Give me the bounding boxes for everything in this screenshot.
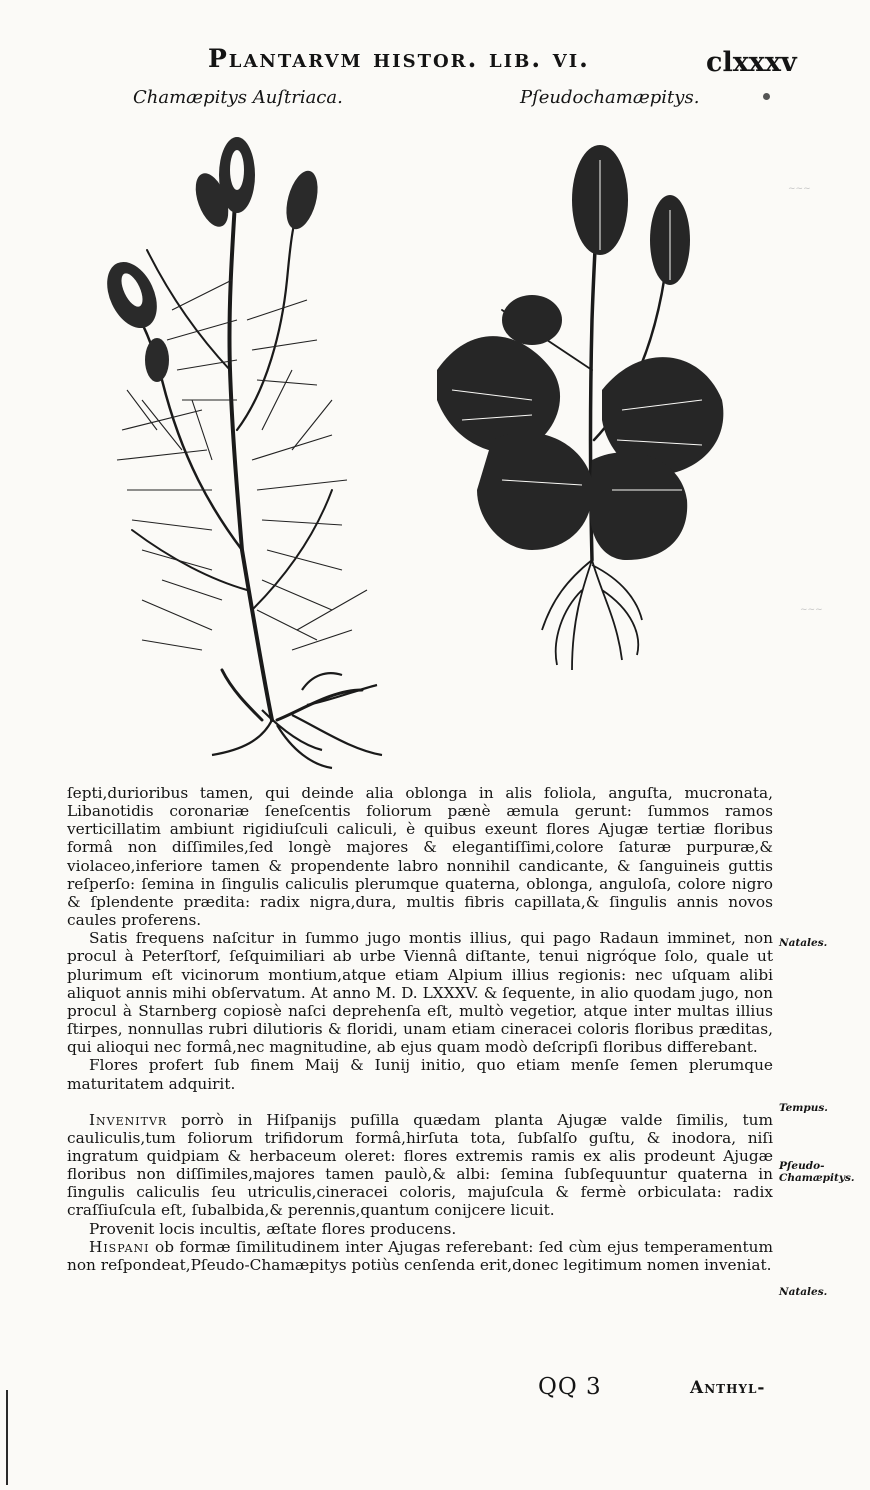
chamaepitys-austriaca-woodcut — [62, 130, 392, 770]
margin-note-natales-2: Natales. — [779, 1286, 828, 1298]
margin-note-natales: Natales. — [779, 937, 828, 949]
paragraph-habitat: Satis frequens naſcitur in ſummo jugo montis illius, qui pago Radaun imminet, non procul à Peterſtorf, ſeſquimiliari ab urbe Viennâ diſtante, tenui nigróque ſolo, quale ut plurimum eſt vicinorum montium,atque etiam Alpium illius regionis: nec uſquam alibi aliquot annis mihi obſervatum. At anno M. D. LXXXV. & ſequente, in alio quodam jugo, non procul à Starnberg copiosè naſci deprehenſa eſt, multò vegetior, atque inter multas illius ſtirpes, nonnullas rubri dilutioris & floridi, unam etiam cineracei coloris floribus præditas, qui alioqui nec formâ,nec magnitudine, ab ejus quam modò deſcripſi floribus differebant. — [67, 929, 773, 1057]
faint-bleedthrough-mark: ~~~ — [800, 605, 823, 615]
right-figure-caption: Pſeudochamæpitys. — [520, 87, 700, 108]
paragraph-pseudochamaepitys — [67, 1111, 773, 1220]
running-title: Plantarvm histor. lib. vi. — [208, 44, 590, 73]
signature-mark: QQ 3 — [538, 1374, 602, 1400]
left-figure-caption: Chamæpitys Auſtriaca. — [133, 87, 343, 108]
faint-bleedthrough-mark: ~~~ — [788, 184, 811, 194]
page-folio-number: clxxxv — [706, 47, 797, 78]
paragraph-habitat-2: Provenit locis incultis, æſtate flores producens. — [89, 1219, 457, 1238]
margin-note-pseudo-chamaepitys: Pſeudo-Chamæpitys. — [779, 1160, 855, 1184]
margin-note-tempus: Tempus. — [779, 1102, 828, 1114]
paragraph-description: ſepti,durioribus tamen, qui deinde alia oblonga in alis foliola, anguſta, mucronata, Libanotidis coronariæ ſeneſcentis foliorum pænè æmula gerunt: ſummos ramos verticillatim ambiunt rigidiuſculi caliculi, è quibus exeunt flores Ajugæ tertiæ floribus formâ non diſſimiles,ſed longè majores & elegantiſſimi,colore ſaturæ purpuræ,& violaceo,inferiore tamen & propendente labro nonnihil candicante, & ſanguineis guttis reſperſo: ſemina in ſingulis caliculis plerumque quaterna, oblonga, anguloſa, colore nigro & ſplendente prædita: radix nigra,dura, multis fibris capillata,& ſingulis annis novos caules proferens. — [67, 784, 773, 930]
gutter-edge-line — [6, 1390, 8, 1485]
body-text — [67, 784, 773, 1274]
lead-word-hispani: Hispani — [89, 1237, 150, 1256]
paragraph-name — [67, 1238, 773, 1274]
pseudochamaepitys-woodcut — [432, 140, 730, 672]
ink-speck — [763, 93, 770, 100]
lead-word-invenitur: Invenitvr — [89, 1110, 168, 1129]
catchword: Anthyl- — [690, 1378, 766, 1398]
paragraph-name-text: ob formæ ſimilitudinem inter Ajugas referebant: ſed cùm ejus temperamentum non reſpondeat,Pſeudo-Chamæpitys potiùs cenſenda erit,donec legitimum nomen inveniat. — [67, 1237, 773, 1274]
paragraph-flowering-time: Flores profert ſub finem Maij & Iunij initio, quo etiam menſe ſemen plerumque maturitatem adquirit. — [67, 1056, 773, 1093]
paragraph-pseudochamaepitys-text: porrò in Hiſpanijs puſilla quædam planta Ajugæ valde ſimilis, tum cauliculis,tum foliorum trifidorum formâ,hirſuta tota, ſubſalſo guſtu, & inodora, niſi ingratum quidpiam & herbaceum oleret: flores extremis ramis ex alis prodeunt Ajugæ floribus non diſſimiles,majores tamen paulò,& albi: ſemina ſubſequuntur quaterna in ſingulis caliculis ſeu utriculis,cineracei coloris, majuſcula & fermè orbiculata: radix craſſiuſcula eſt, ſubalbida,& perennis,quantum conijcere licuit. — [67, 1110, 773, 1220]
